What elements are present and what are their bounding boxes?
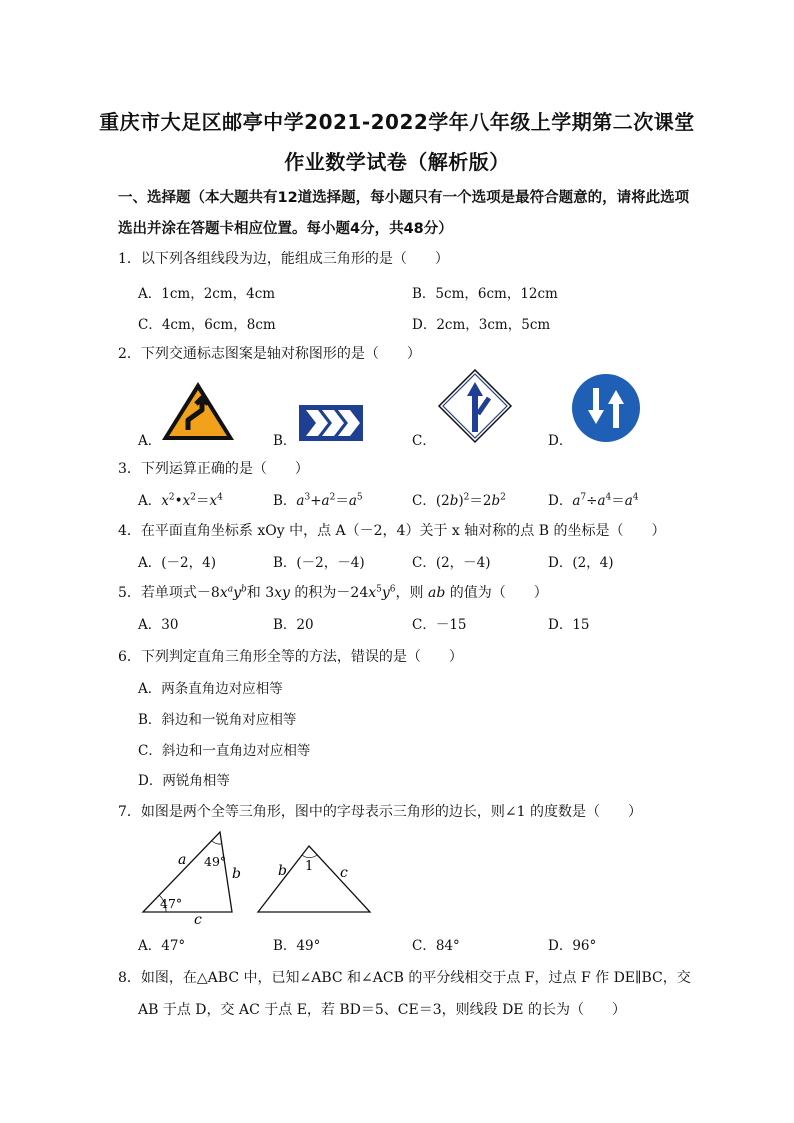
q3-option-c: C．$(2b)^2=2b^2$ xyxy=(412,492,506,509)
q2-option-c: C． xyxy=(412,433,436,449)
two-way-sign-icon xyxy=(570,372,642,444)
warning-sign-icon xyxy=(160,380,236,442)
q2-option-d: D． xyxy=(548,433,573,449)
label-b: b xyxy=(232,866,241,882)
q1-stem: 1．以下列各组线段为边，能组成三角形的是（ ） xyxy=(118,251,449,267)
q3-stem: 3．下列运算正确的是（ ） xyxy=(118,461,309,477)
q5-option-c: C．－15 xyxy=(412,617,467,633)
q6-option-c: C．斜边和一直角边对应相等 xyxy=(138,743,311,759)
chevron-sign-icon xyxy=(298,404,364,442)
q7-option-c: C．84° xyxy=(412,938,460,954)
q7-option-d: D．96° xyxy=(548,938,597,954)
q2-option-a: A． xyxy=(138,433,162,449)
q6-option-d: D．两锐角相等 xyxy=(138,773,230,789)
q7-option-a: A．47° xyxy=(138,938,186,954)
q5-stem: 5．若单项式$-8x^ay^b$和 3xy 的积为$-24x^5y^6$，则 ab 的值为（ ） xyxy=(118,584,548,601)
q1-option-a: A．1cm，2cm，4cm xyxy=(138,286,276,302)
q7-congruent-triangles-figure xyxy=(138,828,378,924)
q4-stem: 4．在平面直角坐标系 xOy 中，点 A（－2，4）关于 x 轴对称的点 B 的坐标是（ ） xyxy=(118,523,666,539)
q1-option-b: B．5cm，6cm，12cm xyxy=(412,286,558,302)
label-a: a xyxy=(178,852,187,868)
q6-option-b: B．斜边和一锐角对应相等 xyxy=(138,712,297,728)
q2-option-b: B． xyxy=(273,433,297,449)
q2-stem: 2．下列交通标志图案是轴对称图形的是（ ） xyxy=(118,346,421,362)
q5-option-a: A．30 xyxy=(138,617,179,633)
label-c: c xyxy=(194,912,202,924)
exam-title-line1: 重庆市大足区邮亭中学2021-2022学年八年级上学期第二次课堂 xyxy=(99,110,695,134)
q5-option-d: D．15 xyxy=(548,617,590,633)
q3-option-b: B．$a^3+a^2=a^5$ xyxy=(273,492,363,509)
merge-sign-icon xyxy=(437,368,513,444)
q7-option-b: B．49° xyxy=(273,938,321,954)
q8-stem-line1: 8．如图，在△ABC 中，已知∠ABC 和∠ACB 的平分线相交于点 F，过点 F 作 DE∥BC，交 xyxy=(118,970,691,986)
label-c2: c xyxy=(340,865,348,881)
q4-option-a: A．(－2，4) xyxy=(138,555,216,571)
q4-option-b: B．(－2，－4) xyxy=(273,555,365,571)
section-heading-line2: 选出并涂在答题卡相应位置。每小题4分，共48分） xyxy=(118,221,453,237)
angle-49: 49° xyxy=(204,854,227,869)
q6-option-a: A．两条直角边对应相等 xyxy=(138,681,283,697)
q6-stem: 6．下列判定直角三角形全等的方法，错误的是（ ） xyxy=(118,649,463,665)
angle-47: 47° xyxy=(160,896,183,911)
q4-option-c: C．(2，－4) xyxy=(412,555,491,571)
q5-option-b: B．20 xyxy=(273,617,314,633)
q8-stem-line2: AB 于点 D，交 AC 于点 E，若 BD＝5、CE＝3，则线段 DE 的长为（ ） xyxy=(138,1002,626,1018)
q3-option-d: D．$a^7\div a^4=a^4$ xyxy=(548,492,639,509)
angle-1-label: 1 xyxy=(305,859,314,874)
q1-option-d: D．2cm，3cm，5cm xyxy=(412,317,551,333)
q3-option-a: A．$x^2•x^2=x^4$ xyxy=(138,492,223,509)
label-b2: b xyxy=(278,863,287,879)
exam-title-line2: 作业数学试卷（解析版） xyxy=(284,150,510,174)
section-heading-line1: 一、选择题（本大题共有12道选择题，每小题只有一个选项是最符合题意的，请将此选项 xyxy=(118,190,690,206)
triangle-right xyxy=(258,846,370,912)
q4-option-d: D．(2，4) xyxy=(548,555,614,571)
q1-option-c: C．4cm，6cm，8cm xyxy=(138,317,276,333)
q7-stem: 7．如图是两个全等三角形，图中的字母表示三角形的边长，则∠1 的度数是（ ） xyxy=(118,804,642,820)
